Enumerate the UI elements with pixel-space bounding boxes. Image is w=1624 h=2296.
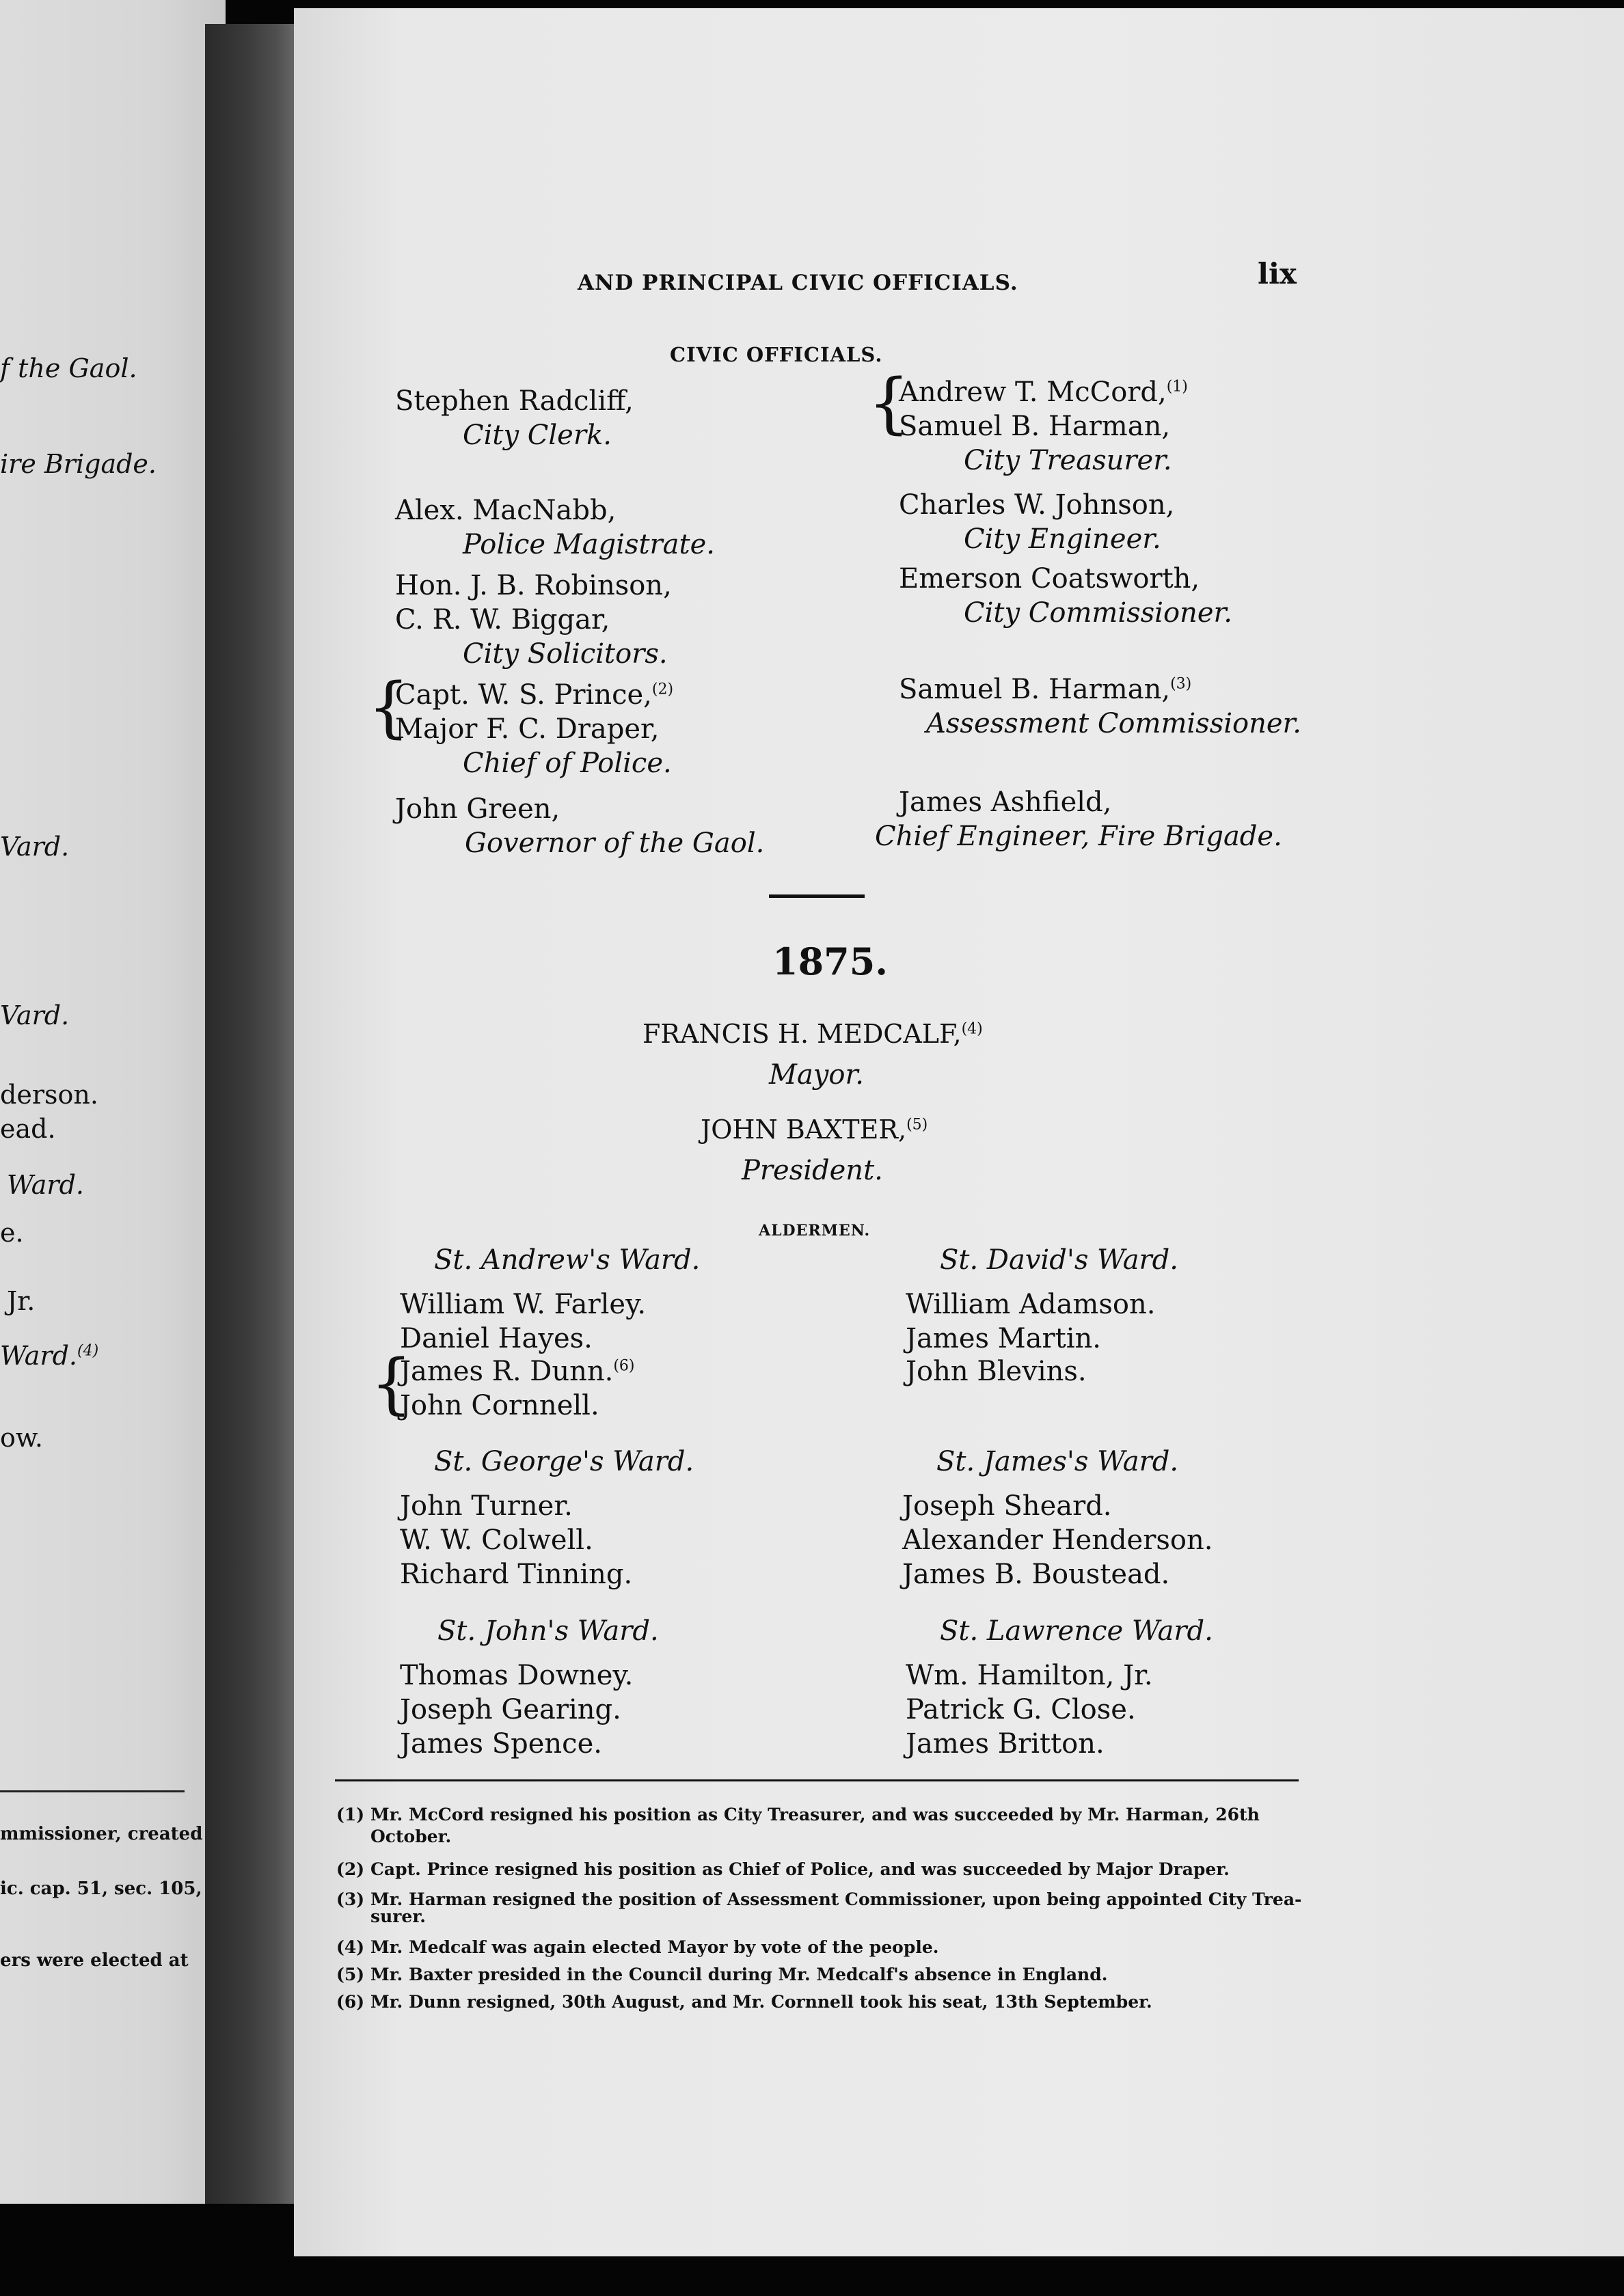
official-title: Chief of Police. (463, 748, 672, 779)
alderman-name: Joseph Sheard. (902, 1490, 1112, 1522)
official-name: Capt. W. S. Prince,$^{(2)}$ (395, 679, 674, 711)
official-title: Assessment Commissioner. (926, 708, 1301, 739)
president-title: President. (742, 1155, 883, 1186)
official-title: City Treasurer. (964, 445, 1172, 476)
footnote: (1) Mr. McCord resigned his position as City Treasurer, and was succeeded by Mr. Harman, 26th October. (336, 1805, 1260, 1846)
official-name: Charles W. Johnson, (899, 489, 1175, 521)
page-number: lix (1258, 257, 1297, 290)
alderman-name: Joseph Gearing. (400, 1694, 621, 1725)
alderman-name: W. W. Colwell. (400, 1525, 593, 1556)
alderman-name: Patrick G. Close. (906, 1694, 1136, 1725)
official-title: Police Magistrate. (463, 529, 715, 560)
official-name: Andrew T. McCord,$^{(1)}$ (899, 377, 1188, 408)
alderman-name: James Martin. (906, 1323, 1101, 1354)
left-fragment: Vard. (0, 1000, 70, 1030)
official-title: City Commissioner. (964, 597, 1232, 629)
footnote: (4) Mr. Medcalf was again elected Mayor by vote of the people. (336, 1937, 939, 1957)
ward-heading: St. George's Ward. (434, 1446, 694, 1477)
footnote-rule (335, 1779, 1299, 1781)
alderman-name: James Britton. (906, 1728, 1105, 1760)
alderman-name: James Spence. (400, 1728, 602, 1760)
official-name: Samuel B. Harman,$^{(3)}$ (899, 674, 1192, 705)
ward-heading: St. Andrew's Ward. (434, 1244, 701, 1276)
official-title: City Clerk. (463, 420, 612, 451)
book-gutter (205, 24, 308, 2204)
official-name: C. R. W. Biggar, (395, 604, 610, 636)
left-fragment: ers were elected at (0, 1950, 189, 1971)
civic-officials-heading: CIVIC OFFICIALS. (670, 343, 883, 366)
left-fragment: ead. (0, 1114, 56, 1144)
ward-heading: St. James's Ward. (936, 1446, 1179, 1477)
footnote: (2) Capt. Prince resigned his position as Chief of Police, and was succeeded by Major Draper. (336, 1859, 1230, 1879)
official-title: Chief Engineer, Fire Brigade. (875, 821, 1282, 852)
alderman-name: Wm. Hamilton, Jr. (906, 1660, 1153, 1691)
alderman-name: Richard Tinning. (400, 1559, 633, 1590)
aldermen-heading: ALDERMEN. (759, 1222, 871, 1240)
alderman-name: Thomas Downey. (400, 1660, 634, 1691)
running-title: AND PRINCIPAL CIVIC OFFICIALS. (578, 271, 1018, 295)
official-name: Alex. MacNabb, (395, 495, 617, 526)
left-fragment: ire Brigade. (0, 449, 157, 479)
left-fragment: ow. (0, 1423, 43, 1453)
ward-heading: St. Lawrence Ward. (940, 1615, 1213, 1647)
official-name: John Green, (395, 793, 560, 825)
official-title: Governor of the Gaol. (465, 828, 765, 859)
left-fragment: ic. cap. 51, sec. 105, (0, 1878, 202, 1899)
alderman-name: John Blevins. (906, 1356, 1087, 1387)
alderman-name: James R. Dunn.$^{(6)}$ (400, 1356, 635, 1387)
left-fragment: e. (0, 1218, 24, 1248)
page-content (294, 8, 1624, 2256)
official-name: Samuel B. Harman, (899, 411, 1171, 442)
official-name: Emerson Coatsworth, (899, 563, 1200, 594)
footnote: (3) Mr. Harman resigned the position of Assessment Commissioner, upon being appointed City Trea- surer. (336, 1889, 1302, 1923)
brace-icon: { (368, 669, 410, 746)
main-page (294, 8, 1624, 2256)
mayor-name: FRANCIS H. MEDCALF,$^{(4)}$ (642, 1019, 983, 1049)
official-name: Hon. J. B. Robinson, (395, 570, 672, 601)
left-fragment: mmissioner, created (0, 1824, 203, 1844)
left-fragment: Ward.$^{(4)}$ (0, 1341, 99, 1371)
left-fragment: Ward. (7, 1170, 84, 1200)
official-name: Stephen Radcliff, (395, 385, 634, 417)
official-title: City Engineer. (964, 523, 1161, 555)
alderman-name: Daniel Hayes. (400, 1323, 593, 1354)
left-page-fragment (0, 0, 226, 2204)
official-name: James Ashfield, (899, 787, 1112, 818)
alderman-name: William Adamson. (906, 1289, 1156, 1320)
brace-icon: { (868, 365, 910, 441)
ward-heading: St. David's Ward. (940, 1244, 1178, 1276)
left-fragment: Jr. (7, 1286, 36, 1316)
section-divider (769, 894, 865, 898)
alderman-name: William W. Farley. (400, 1289, 647, 1320)
alderman-name: Alexander Henderson. (902, 1525, 1213, 1556)
year-heading: 1875. (772, 940, 889, 983)
left-fragment: Vard. (0, 832, 70, 862)
ward-heading: St. John's Ward. (437, 1615, 659, 1647)
mayor-title: Mayor. (769, 1059, 864, 1091)
official-name: Major F. C. Draper, (395, 713, 660, 745)
president-name: JOHN BAXTER,$^{(5)}$ (701, 1115, 928, 1145)
alderman-name: James B. Boustead. (902, 1559, 1170, 1590)
alderman-name: John Cornnell. (400, 1390, 599, 1421)
alderman-name: John Turner. (400, 1490, 573, 1522)
left-fragment: derson. (0, 1080, 98, 1110)
footnote: (6) Mr. Dunn resigned, 30th August, and Mr. Cornnell took his seat, 13th September. (336, 1992, 1152, 2012)
left-footnote-rule (0, 1790, 185, 1792)
footnote: (5) Mr. Baxter presided in the Council during Mr. Medcalf's absence in England. (336, 1965, 1108, 1984)
brace-icon: { (370, 1345, 413, 1422)
official-title: City Solicitors. (463, 638, 668, 670)
left-fragment: f the Gaol. (0, 353, 137, 383)
